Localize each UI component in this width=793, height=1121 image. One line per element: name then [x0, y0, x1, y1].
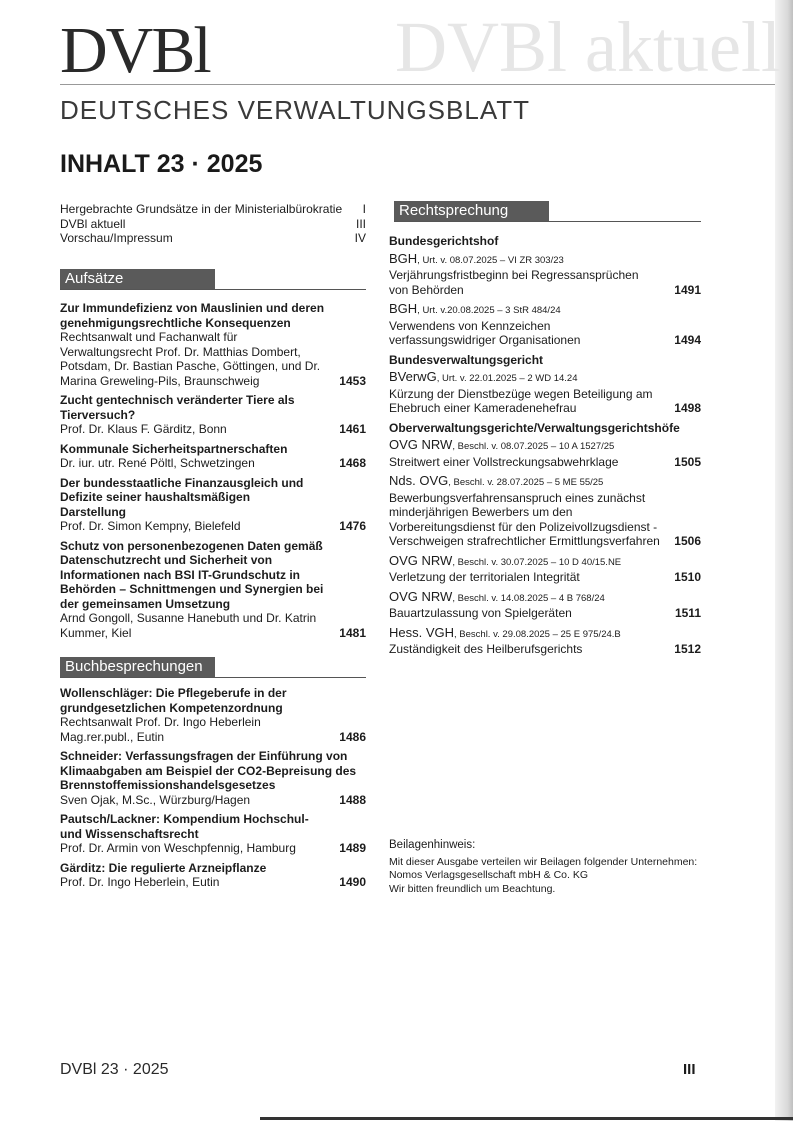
aufsaetze-list [60, 301, 366, 640]
article-entry[interactable]: Zur Immundefizienz von Mauslinien und deren genehmigungsrechtliche Konsequenzen Rechtsanwalt und Fachanwalt für Verwaltungsrecht Prof. Dr. Matthias Dombert, Potsdam, Dr. Bastian Pasche, Göttingen, und Dr. Marina Greweling-Pils, Braunschweig 1453 [60, 301, 366, 388]
toc-row[interactable]: Vorschau/Impressum IV [60, 231, 366, 245]
article-entry[interactable]: Schutz von personenbezogenen Daten gemäß Datenschutzrecht und Sicherheit von Informationen nach BSI IT-Grundschutz in Behörden – Schnittmengen und Synergien bei der gemeinsamen Umsetzung Arnd Gongoll, Susanne Hanebuth und Dr. Katrin Kummer, Kiel 1481 [60, 538, 366, 640]
article-entry[interactable]: Zucht gentechnisch veränderter Tiere als Tierversuch? Prof. Dr. Klaus F. Gärditz, Bonn 1461 [60, 393, 366, 436]
rechtsprechung-list [389, 234, 701, 657]
decision-entry[interactable]: OVG NRW, Beschl. v. 30.07.2025 – 10 D 40/15.NE Verletzung der territorialen Integrität 1510 [389, 552, 701, 584]
decision-entry[interactable]: Hess. VGH, Beschl. v. 29.08.2025 – 25 E 975/24.B Zuständigkeit des Heilberufsgerichts 1512 [389, 624, 701, 656]
journal-logo: DVBl [60, 14, 210, 87]
article-entry[interactable]: Der bundesstaatliche Finanzausgleich und Defizite seiner haushaltsmäßigen Darstellung Prof. Dr. Simon Kempny, Bielefeld 1476 [60, 475, 366, 533]
toc-top [60, 202, 366, 246]
court-group-heading: Bundesgerichtshof [389, 234, 499, 248]
decision-entry[interactable]: Nds. OVG, Beschl. v. 28.07.2025 – 5 ME 55/25 Bewerbungsverfahrensanspruch eines zunächst minderjährigen Bewerbers um den Vorbereitungsdienst für den Polizeivollzugsdienst - Verschweigen strafrechtlicher Ermittlungsverfahren 1506 [389, 473, 701, 548]
section-rule [394, 221, 701, 222]
review-entry[interactable]: Wollenschläger: Die Pflegeberufe in der grundgesetzlichen Kompetenzordnung Rechtsanwalt Prof. Dr. Ingo Heberlein Mag.rer.publ., Eutin 1486 [60, 686, 366, 744]
decision-entry[interactable]: BVerwG, Urt. v. 22.01.2025 – 2 WD 14.24 Kürzung der Dienstbezüge wegen Beteiligung am Ehebruch einer Kameradenehefrau 1498 [389, 369, 701, 415]
insert-notice-line: Wir bitten freundlich um Beachtung. [389, 882, 556, 895]
toc-row[interactable]: Hergebrachte Grundsätze in der Ministerialbürokratie I [60, 202, 366, 216]
decision-entry[interactable]: OVG NRW, Beschl. v. 08.07.2025 – 10 A 1527/25 Streitwert einer Vollstreckungsabwehrklage 1505 [389, 437, 701, 469]
section-heading-aufsaetze: Aufsätze [60, 269, 215, 289]
insert-notice-line: Nomos Verlagsgesellschaft mbH & Co. KG [389, 869, 588, 881]
page-edge-shadow [775, 0, 793, 1121]
scan-bottom-edge [260, 1117, 793, 1120]
journal-subtitle: DEUTSCHES VERWALTUNGSBLATT [60, 95, 530, 125]
insert-notice [389, 839, 709, 896]
footer-issue: DVBl 23 · 2025 [60, 1061, 169, 1078]
section-heading-rechtsprechung: Rechtsprechung [394, 201, 549, 221]
review-entry[interactable]: Schneider: Verfassungsfragen der Einführung von Klimaabgaben am Beispiel der CO2-Bepreisung des Brennstoffemissionshandelsgesetzes Sven Ojak, M.Sc., Würzburg/Hagen 1488 [60, 749, 366, 807]
review-entry[interactable]: Pautsch/Lackner: Kompendium Hochschul- und Wissenschaftsrecht Prof. Dr. Armin von Weschpfennig, Hamburg 1489 [60, 812, 366, 855]
decision-entry[interactable]: OVG NRW, Beschl. v. 14.08.2025 – 4 B 768/24 Bauartzulassung von Spielgeräten 1511 [389, 588, 701, 620]
header-rule [60, 84, 775, 85]
decision-entry[interactable]: BGH, Urt. v.20.08.2025 – 3 StR 484/24 Verwendens von Kennzeichen verfassungswidriger Organisationen 1494 [389, 301, 701, 347]
insert-notice-heading: Beilagenhinweis: [389, 839, 476, 851]
issue-heading: INHALT 23 · 2025 [60, 150, 263, 178]
court-group-heading: Bundesverwaltungsgericht [389, 352, 544, 367]
section-rule [60, 677, 366, 678]
decision-entry[interactable]: BGH, Urt. v. 08.07.2025 – VI ZR 303/23 Verjährungsfristbeginn bei Regressansprüchen von Behörden 1491 [389, 250, 701, 297]
toc-row[interactable]: DVBl aktuell III [60, 216, 366, 231]
article-entry[interactable]: Kommunale Sicherheitspartnerschaften Dr. iur. utr. René Pöltl, Schwetzingen 1468 [60, 441, 366, 470]
insert-notice-line: Mit dieser Ausgabe verteilen wir Beilagen folgender Unternehmen: [389, 855, 698, 868]
section-heading-buchbesprechungen: Buchbesprechungen [60, 657, 215, 677]
footer-page-number: III [683, 1061, 696, 1078]
section-rule [60, 289, 366, 290]
review-entry[interactable]: Gärditz: Die regulierte Arzneipflanze Prof. Dr. Ingo Heberlein, Eutin 1490 [60, 860, 366, 889]
ghost-show-through: DVBl aktuell [395, 7, 781, 87]
buchbesprechungen-list [60, 686, 366, 890]
court-group-heading: Oberverwaltungsgerichte/Verwaltungsgerichtshöfe [389, 420, 680, 435]
